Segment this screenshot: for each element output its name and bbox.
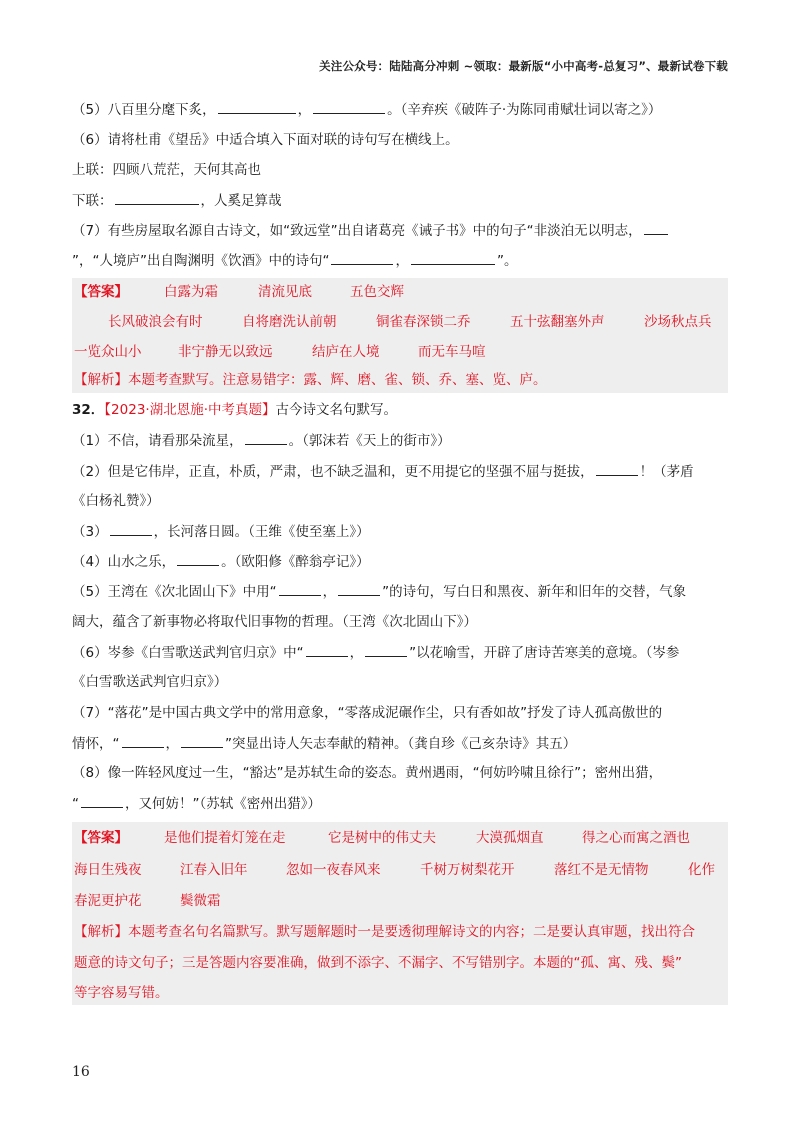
answer-item: 自将磨洗认前朝 xyxy=(242,314,337,330)
answer-blank xyxy=(110,521,152,536)
answer-item: 得之心而寓之酒也 xyxy=(582,830,690,846)
answer-item: 落红不是无情物 xyxy=(554,862,649,878)
answer-blank xyxy=(115,190,199,205)
analysis-text: 【解析】本题考查名句名篇默写。默写题解题时一是要透彻理解诗文的内容；二是要认真审题，找出符合 xyxy=(74,924,695,940)
analysis-text: 【解析】本题考查默写。注意易错字：露、辉、磨、雀、锁、乔、塞、览、庐。 xyxy=(74,372,547,388)
q32-4-text-b: 。（欧阳修《醉翁亭记》） xyxy=(221,554,370,570)
q32-line-5-cont: 阔大，蕴含了新事物必将取代旧事物的哲理。（王湾《次北固山下》） xyxy=(72,614,477,630)
answer-item: 五十弦翻塞外声 xyxy=(510,314,605,330)
q31-7-text-a: （7）有些房屋取名源自古诗文，如“致远堂”出自诸葛亮《诫子书》中的句子“非淡泊无以明志， xyxy=(72,223,642,239)
q32-line-4 xyxy=(72,551,800,572)
q31-5-text-b: ， xyxy=(297,102,312,118)
q32-3-text-a: （3） xyxy=(72,524,108,540)
answer-blank xyxy=(313,99,385,114)
couplet-lower-text: ，人奚足算哉 xyxy=(200,193,282,209)
q32-1-text-b: 。（郭沫若《天上的街市》） xyxy=(288,433,451,449)
page-number: 16 xyxy=(72,1064,90,1080)
q31-line-5 xyxy=(72,99,800,120)
q31-line-7a xyxy=(72,220,800,241)
q32-4-text-a: （4）山水之乐， xyxy=(72,554,176,570)
answer-item: 长风破浪会有时 xyxy=(108,314,203,330)
q32-5-text-c: ”的诗句，写白日和黑夜、新年和旧年的交替，气象 xyxy=(382,584,687,600)
q32-line-6 xyxy=(72,642,800,663)
analysis-text: 等字容易写错。 xyxy=(74,985,169,1001)
answer-blank xyxy=(306,642,348,657)
couplet-lower-label: 下联： xyxy=(72,193,113,209)
answer-label: 【答案】 xyxy=(74,830,128,846)
q32-line-8-cont xyxy=(72,793,800,814)
answer-blank xyxy=(331,250,393,265)
answer-item: 忽如一夜春风来 xyxy=(286,862,381,878)
couplet-lower xyxy=(72,190,800,211)
q32-7-text-b: 情怀，“ xyxy=(72,736,120,752)
answer-item: 大漠孤烟直 xyxy=(476,830,544,846)
q32-line-7: （7）“落花”是中国古典文学中的常用意象，“零落成泥碾作尘，只有香如故”抒发了诗人孤高傲世的 xyxy=(72,705,663,721)
answer-blank xyxy=(596,461,638,476)
q32-6-text-a: （6）岑参《白雪歌送武判官归京》中“ xyxy=(72,645,304,661)
q32-line-5 xyxy=(72,581,800,602)
answer-item: 铜雀春深锁二乔 xyxy=(376,314,471,330)
q31-7-text-c: ， xyxy=(395,253,409,269)
q32-2-text-a: （2）但是它伟岸，正直，朴质，严肃，也不缺乏温和，更不用提它的坚强不屈与挺拔， xyxy=(72,464,594,480)
q31-7-text-b: ”，“人境庐”出自陶渊明《饮酒》中的诗句“ xyxy=(72,253,330,269)
question-number: 32． xyxy=(72,402,105,418)
answer-item: 鬓微霜 xyxy=(180,893,221,909)
q32-6-text-c: ”以花喻雪，开辟了唐诗苦寒美的意境。（岑参 xyxy=(409,645,680,661)
answer-blank xyxy=(338,581,380,596)
q32-1-text-a: （1）不信，请看那朵流星， xyxy=(72,433,243,449)
question-source-tag: 【2023·湖北恩施·中考真题】 xyxy=(104,402,276,418)
answer-blank xyxy=(218,99,296,114)
answer-item: 江春入旧年 xyxy=(180,862,248,878)
q31-line-7b xyxy=(72,250,800,271)
answer-item: 而无车马喧 xyxy=(418,344,486,360)
question-title: 古今诗文名句默写。 xyxy=(275,402,397,418)
answer-blank xyxy=(122,733,164,748)
q32-line-2 xyxy=(72,461,800,482)
q32-line-7-cont xyxy=(72,733,800,754)
answer-item: 化作 xyxy=(688,862,715,878)
answer-item: 是他们提着灯笼在走 xyxy=(164,830,286,846)
q32-3-text-b: ，长河落日圆。（王维《使至塞上》） xyxy=(153,524,370,540)
q32-line-6-cont: 《白雪歌送武判官归京》） xyxy=(72,674,228,690)
answer-item: 清流见底 xyxy=(258,284,312,300)
answer-blank xyxy=(81,793,123,808)
answer-blank xyxy=(411,250,495,265)
q31-5-text-c: 。（辛弃疾《破阵子·为陈同甫赋壮词以寄之》） xyxy=(387,102,662,118)
q32-8-text-b: “ xyxy=(72,796,79,812)
q31-line-6: （6）请将杜甫《望岳》中适合填入下面对联的诗句写在横线上。 xyxy=(72,132,459,148)
q32-5-text-b: ， xyxy=(322,584,337,600)
answer-blank xyxy=(181,733,223,748)
q32-line-8: （8）像一阵轻风度过一生，“豁达”是苏轼生命的姿态。黄州遇雨，“何妨吟啸且徐行”；密州出猎， xyxy=(72,765,663,781)
q32-5-text-a: （5）王湾在《次北固山下》中用“ xyxy=(72,584,277,600)
q32-2-text-b: ！（茅盾 xyxy=(639,464,694,480)
analysis-text: 题意的诗文句子；三是答题内容要准确，做到不添字、不漏字、不写错别字。本题的“孤、寓、残、鬓” xyxy=(74,955,682,971)
answer-item: 春泥更护花 xyxy=(74,893,142,909)
answer-blank xyxy=(644,220,668,235)
answer-blank xyxy=(177,551,219,566)
answer-item: 沙场秋点兵 xyxy=(644,314,712,330)
answer-blank xyxy=(245,430,287,445)
q31-5-text-a: （5）八百里分麾下炙， xyxy=(72,102,216,118)
q32-line-3 xyxy=(72,521,800,542)
q32-line-2-cont: 《白杨礼赞》） xyxy=(72,493,160,509)
q32-8-text-c: ，又何妨！”（苏轼《密州出猎》） xyxy=(125,796,321,812)
answer-label: 【答案】 xyxy=(74,284,128,300)
answer-box-32 xyxy=(72,822,728,1005)
answer-item: 五色交辉 xyxy=(350,284,404,300)
answer-box-31 xyxy=(72,278,728,393)
answer-item: 结庐在人境 xyxy=(312,344,380,360)
q32-title xyxy=(72,400,800,420)
answer-blank xyxy=(279,581,321,596)
q31-7-text-d: ”。 xyxy=(496,253,518,269)
answer-item: 它是树中的伟丈夫 xyxy=(328,830,436,846)
answer-item: 白露为霜 xyxy=(164,284,218,300)
q32-7-text-d: ”突显出诗人矢志奉献的精神。（龚自珍《己亥杂诗》其五） xyxy=(225,736,577,752)
answer-item: 一览众山小 xyxy=(74,344,142,360)
q32-line-1 xyxy=(72,430,800,451)
couplet-upper: 上联：四顾八荒茫，天何其高也 xyxy=(72,162,261,178)
answer-item: 千树万树梨花开 xyxy=(420,862,515,878)
page-header: 关注公众号：陆陆高分冲刺 ~领取：最新版“小中高考-总复习”、最新试卷下载 xyxy=(319,59,728,73)
answer-item: 非宁静无以致远 xyxy=(178,344,273,360)
answer-blank xyxy=(365,642,407,657)
answer-item: 海日生残夜 xyxy=(74,862,142,878)
q32-7-text-c: ， xyxy=(165,736,179,752)
q32-6-text-b: ， xyxy=(349,645,364,661)
